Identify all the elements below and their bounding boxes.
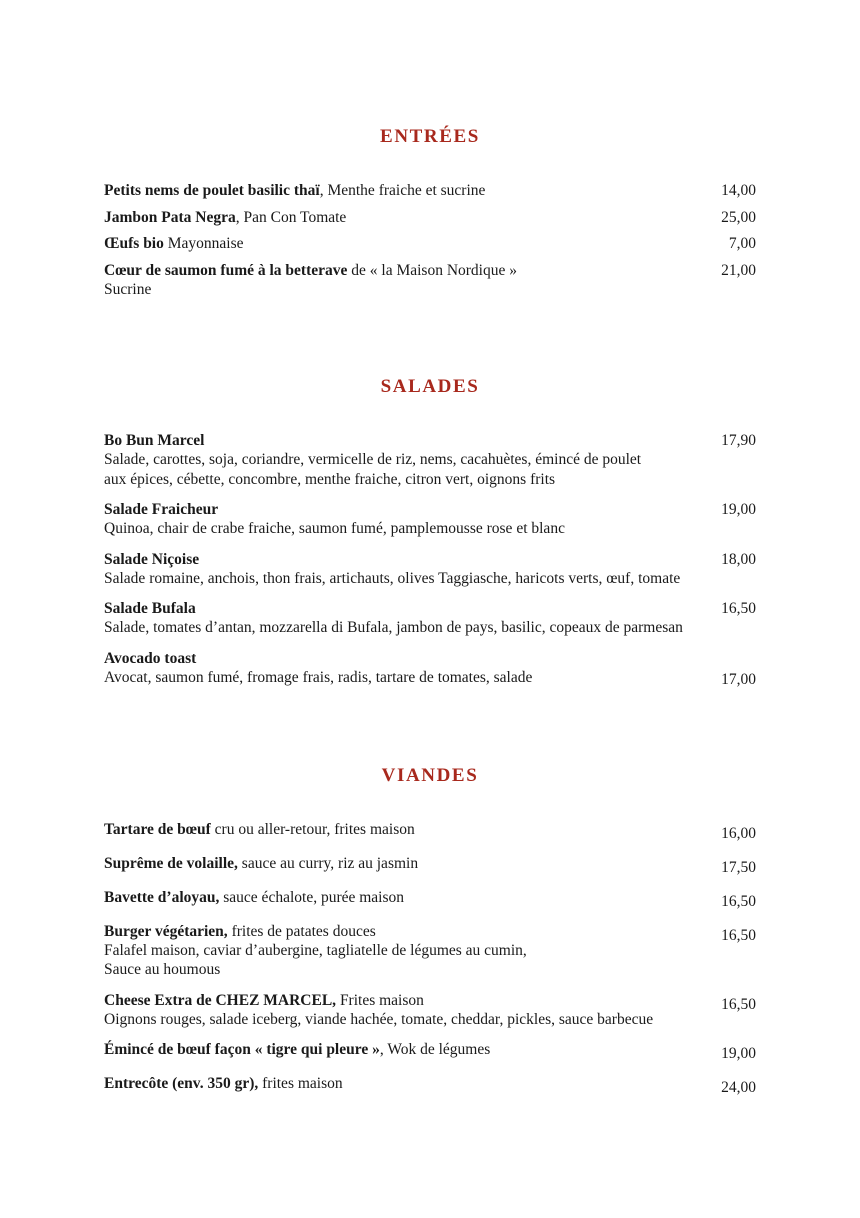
menu-item-title	[104, 550, 686, 569]
menu-item	[104, 820, 756, 843]
menu-item-title-bold: Avocado toast	[104, 649, 197, 667]
menu-item-price: 17,50	[721, 858, 756, 876]
menu-item-text	[104, 888, 686, 907]
menu-item-title-bold: Suprême de volaille,	[104, 854, 238, 872]
menu-item-text	[104, 991, 686, 1030]
menu-item-title	[104, 854, 686, 873]
menu-section-viandes	[104, 689, 756, 1098]
menu-item-title-rest: Mayonnaise	[163, 235, 244, 252]
menu-item	[104, 550, 756, 589]
menu-item-title-rest: frites de patates douces	[227, 922, 376, 940]
menu-item-title-rest: Frites maison	[336, 991, 424, 1009]
menu-section-salades	[104, 299, 756, 689]
menu-item	[104, 234, 756, 253]
menu-item-price: 16,50	[721, 892, 756, 910]
menu-item-title	[104, 1074, 686, 1093]
menu-section-entrees	[104, 0, 756, 299]
menu-item-description: Quinoa, chair de crabe fraiche, saumon fumé, pamplemousse rose et blanc	[104, 520, 565, 537]
menu-item-price: 19,00	[721, 501, 756, 518]
menu-item-price: 24,00	[721, 1079, 756, 1096]
menu-item-description: Oignons rouges, salade iceberg, viande hachée, tomate, cheddar, pickles, sauce barbecue	[104, 1010, 654, 1028]
item-list-salades	[104, 431, 756, 689]
menu-item-title-bold: Salade Bufala	[104, 600, 196, 617]
menu-item-price: 16,50	[721, 600, 756, 617]
menu-item-description: Avocat, saumon fumé, fromage frais, radis, tartare de tomates, salade	[104, 668, 533, 686]
menu-item-title	[104, 181, 686, 200]
menu-item-text	[104, 854, 686, 873]
menu-item	[104, 922, 756, 980]
menu-item-price: 21,00	[721, 261, 756, 279]
section-heading-entrees: ENTRÉES	[380, 126, 480, 147]
menu-item-title-bold: Tartare de bœuf	[104, 820, 211, 838]
menu-item-text	[104, 649, 686, 688]
item-list-viandes	[104, 820, 756, 1098]
menu-item-price: 14,00	[721, 182, 756, 199]
menu-item-title	[104, 500, 686, 519]
menu-item-title-rest: de « la Maison Nordique »	[347, 261, 517, 279]
menu-item	[104, 854, 756, 877]
menu-item	[104, 500, 756, 539]
menu-item-text	[104, 1040, 686, 1059]
menu-item-title	[104, 820, 686, 839]
menu-item-title	[104, 431, 686, 450]
menu-item-title-bold: Bavette d’aloyau,	[104, 888, 220, 906]
menu-item-title	[104, 261, 686, 280]
menu-item-title-rest: sauce échalote, purée maison	[219, 888, 405, 906]
menu-item-title-bold: Entrecôte (env. 350 gr),	[104, 1075, 259, 1092]
menu-item-price: 16,50	[721, 995, 756, 1013]
menu-item-title-bold: Salade Fraicheur	[104, 501, 219, 518]
menu-item-title-rest: frites maison	[258, 1075, 343, 1092]
menu-item-description: Sucrine	[104, 280, 152, 298]
item-list-entrees	[104, 181, 756, 299]
menu-item-title-bold: Bo Bun Marcel	[104, 432, 205, 449]
menu-item-title-bold: Cheese Extra de CHEZ MARCEL,	[104, 991, 337, 1009]
menu-item-description: Salade romaine, anchois, thon frais, artichauts, olives Taggiasche, haricots verts, œuf, tomate	[104, 569, 681, 587]
menu-item	[104, 181, 756, 200]
menu-item-title-bold: Œufs bio	[104, 235, 164, 252]
menu-item-price: 17,00	[721, 670, 756, 688]
menu-item	[104, 208, 756, 227]
menu-item-title-rest: , Wok de légumes	[379, 1041, 491, 1058]
menu-item-title	[104, 888, 686, 907]
menu-item-title-bold: Émincé de bœuf façon « tigre qui pleure »	[104, 1041, 380, 1058]
menu-item-text	[104, 820, 686, 839]
menu-item-title-rest: cru ou aller-retour, frites maison	[210, 820, 415, 838]
menu-item-title	[104, 991, 686, 1010]
menu-item	[104, 1040, 756, 1063]
menu-item-title	[104, 922, 686, 941]
menu-item-text	[104, 431, 686, 489]
section-heading-viandes: VIANDES	[381, 764, 479, 786]
menu-item-description: Falafel maison, caviar d’aubergine, tagliatelle de légumes au cumin, Sauce au houmous	[104, 941, 527, 978]
menu-item-text	[104, 550, 686, 589]
menu-item-price: 16,50	[721, 926, 756, 944]
menu-item-title	[104, 599, 686, 618]
menu-item-title	[104, 234, 686, 253]
menu-item	[104, 261, 756, 300]
menu-item	[104, 649, 756, 689]
menu-item-title-bold: Burger végétarien,	[104, 922, 228, 940]
section-heading-salades: SALADES	[380, 376, 480, 397]
menu-item-price: 18,00	[721, 550, 756, 568]
menu-item-title	[104, 1040, 686, 1059]
menu-item-description: Salade, carottes, soja, coriandre, vermicelle de riz, nems, cacahuètes, émincé de poulet aux épices, cébette, concombre, menthe fraiche, citron vert, oignons frits	[104, 451, 642, 488]
menu-item-title-rest: , Pan Con Tomate	[235, 208, 347, 226]
menu-item-price: 7,00	[728, 235, 756, 252]
menu-item-text	[104, 599, 686, 638]
menu-item-title-rest: , Menthe fraiche et sucrine	[319, 182, 486, 199]
menu-item-title-bold: Cœur de saumon fumé à la betterave	[104, 261, 348, 279]
menu-item-description: Salade, tomates d’antan, mozzarella di Bufala, jambon de pays, basilic, copeaux de parmesan	[104, 619, 683, 636]
menu-item-text	[104, 922, 686, 980]
menu-item-title-rest: sauce au curry, riz au jasmin	[237, 854, 419, 872]
menu-item	[104, 888, 756, 911]
menu-item-price: 19,00	[721, 1045, 756, 1062]
menu-item-text	[104, 500, 686, 539]
menu-item-title-bold: Petits nems de poulet basilic thaï	[104, 182, 320, 199]
menu-item	[104, 991, 756, 1030]
menu-item	[104, 599, 756, 638]
menu-item-text	[104, 208, 686, 227]
menu-item-title-bold: Jambon Pata Negra	[104, 208, 236, 226]
menu-item-price: 17,90	[721, 432, 756, 449]
menu-item-text	[104, 261, 686, 300]
menu-item-text	[104, 234, 686, 253]
menu-item-price: 25,00	[721, 208, 756, 226]
menu-item-text	[104, 181, 686, 200]
menu-item-title-bold: Salade Niçoise	[104, 550, 200, 568]
menu-item-price: 16,00	[721, 824, 756, 842]
menu-item	[104, 1074, 756, 1097]
menu-item	[104, 431, 756, 489]
menu-item-title	[104, 649, 686, 668]
menu-item-title	[104, 208, 686, 227]
menu-item-text	[104, 1074, 686, 1093]
